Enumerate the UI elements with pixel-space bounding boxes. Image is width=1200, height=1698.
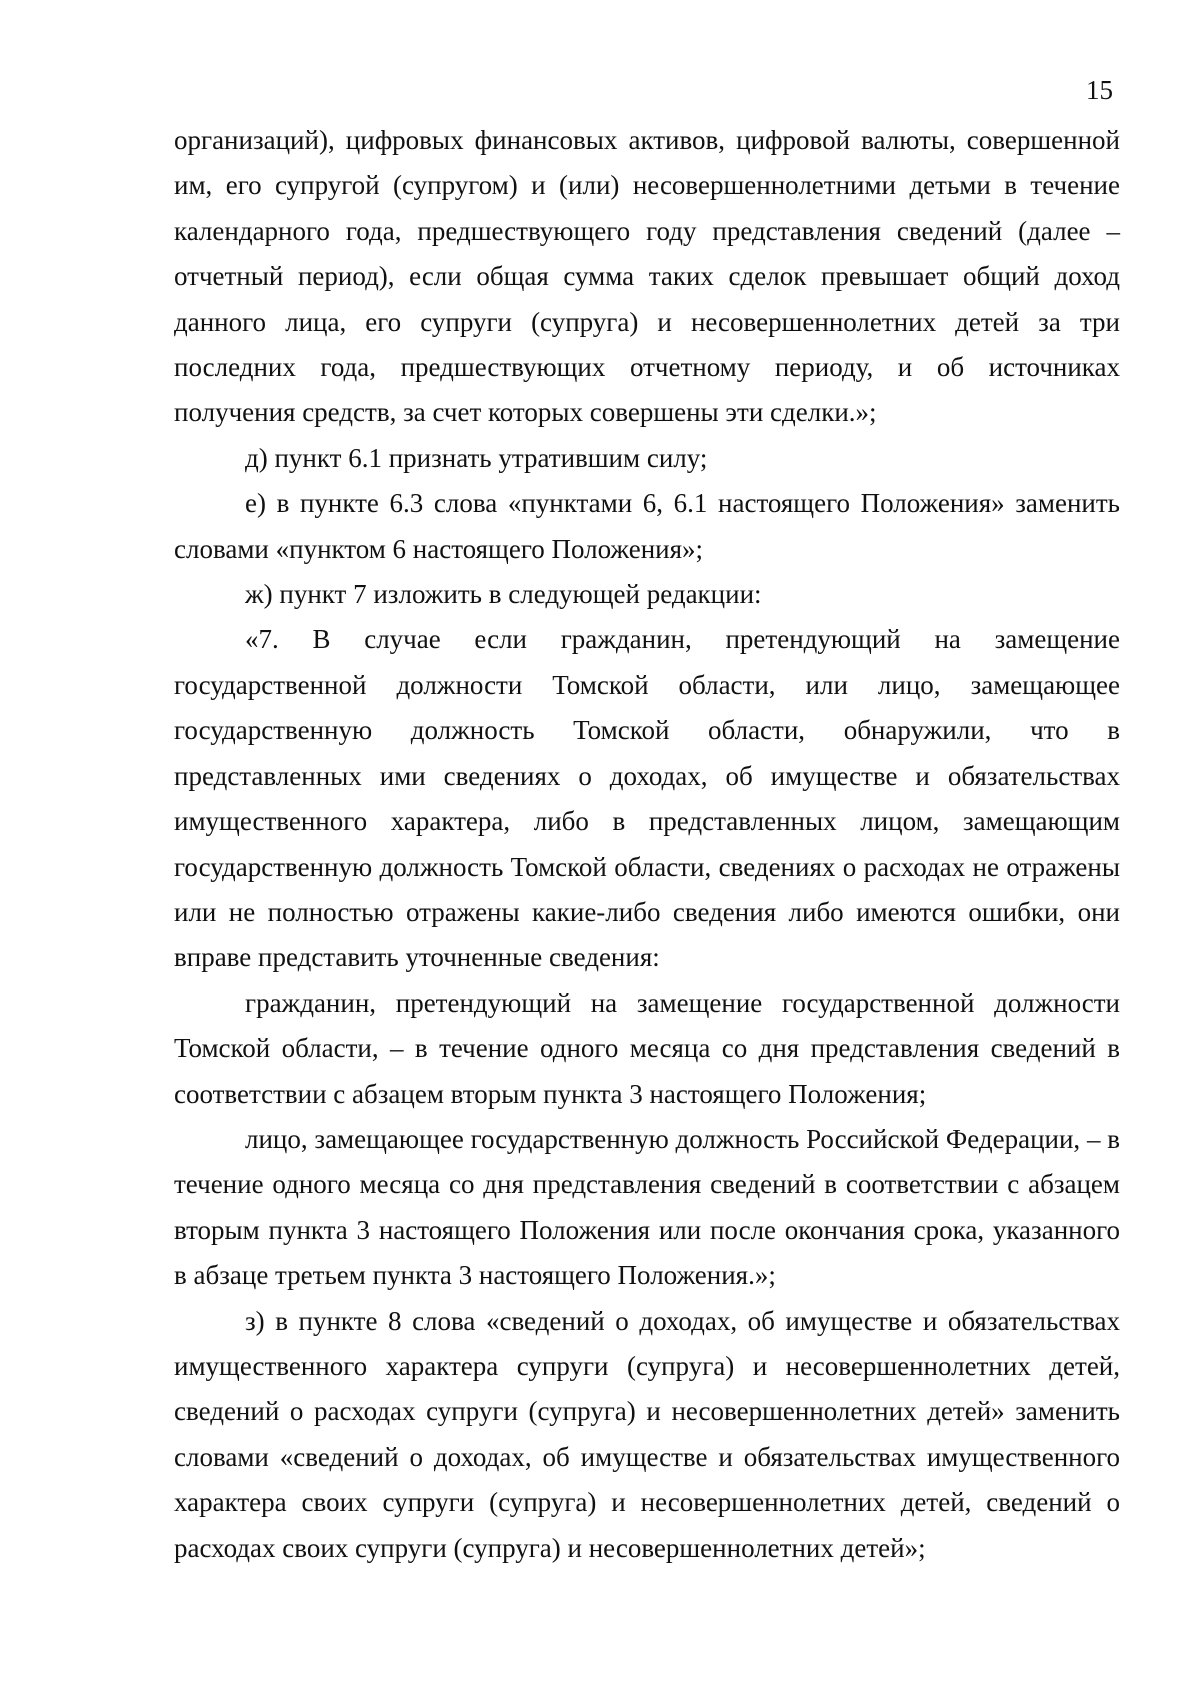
paragraph-official-deadline: лицо, замещающее государственную должность Российской Федерации, – в течение одного месяца со дня представления сведений в соответствии с абзацем вторым пункта 3 настоящего Положения или после окончания срока, указанного в абзаце третьем пункта 3 настоящего Положения.»; bbox=[174, 1123, 1120, 1291]
paragraph-item-z: з) в пункте 8 слова «сведений о доходах, об имуществе и обязательствах имущественного характера супруги (супруга) и несовершеннолетних детей, сведений о расходах супруги (супруга) и несовершеннолетних детей» заменить словами «сведений о доходах, об имуществе и обязательствах имущественного характера своих супруги (супруга) и несовершеннолетних детей, сведений о расходах своих супруги (супруга) и несовершеннолетних детей»; bbox=[174, 1305, 1120, 1563]
paragraph-clause-7: «7. В случае если гражданин, претендующий на замещение государственной должности Томской области, или лицо, замещающее государственную должность Томской области, обнаружили, что в представленных ими сведениях о доходах, об имуществе и обязательствах имущественного характера, либо в представленных лицом, замещающим государственную должность Томской области, сведениях о расходах не отражены или не полностью отражены какие-либо сведения либо имеются ошибки, они вправе представить уточненные сведения: bbox=[174, 624, 1120, 973]
page-number: 15 bbox=[1086, 75, 1113, 105]
paragraph-item-zh: ж) пункт 7 изложить в следующей редакции: bbox=[245, 579, 762, 610]
paragraph-citizen-deadline: гражданин, претендующий на замещение государственной должности Томской области, – в течение одного месяца со дня представления сведений в соответствии с абзацем вторым пункта 3 настоящего Положения; bbox=[174, 987, 1120, 1109]
paragraph-continuation: организаций), цифровых финансовых активов, цифровой валюты, совершенной им, его супругой (супругом) и (или) несовершеннолетними детьми в течение календарного года, предшествующего году представления сведений (далее – отчетный период), если общая сумма таких сделок превышает общий доход данного лица, его супруги (супруга) и несовершеннолетних детей за три последних года, предшествующих отчетному периоду, и об источниках получения средств, за счет которых совершены эти сделки.»; bbox=[174, 125, 1120, 428]
document-body bbox=[174, 118, 1120, 1571]
paragraph-item-e: е) в пункте 6.3 слова «пунктами 6, 6.1 настоящего Положения» заменить словами «пунктом 6 настоящего Положения»; bbox=[174, 488, 1120, 564]
paragraph-item-d: д) пункт 6.1 признать утратившим силу; bbox=[245, 442, 708, 473]
